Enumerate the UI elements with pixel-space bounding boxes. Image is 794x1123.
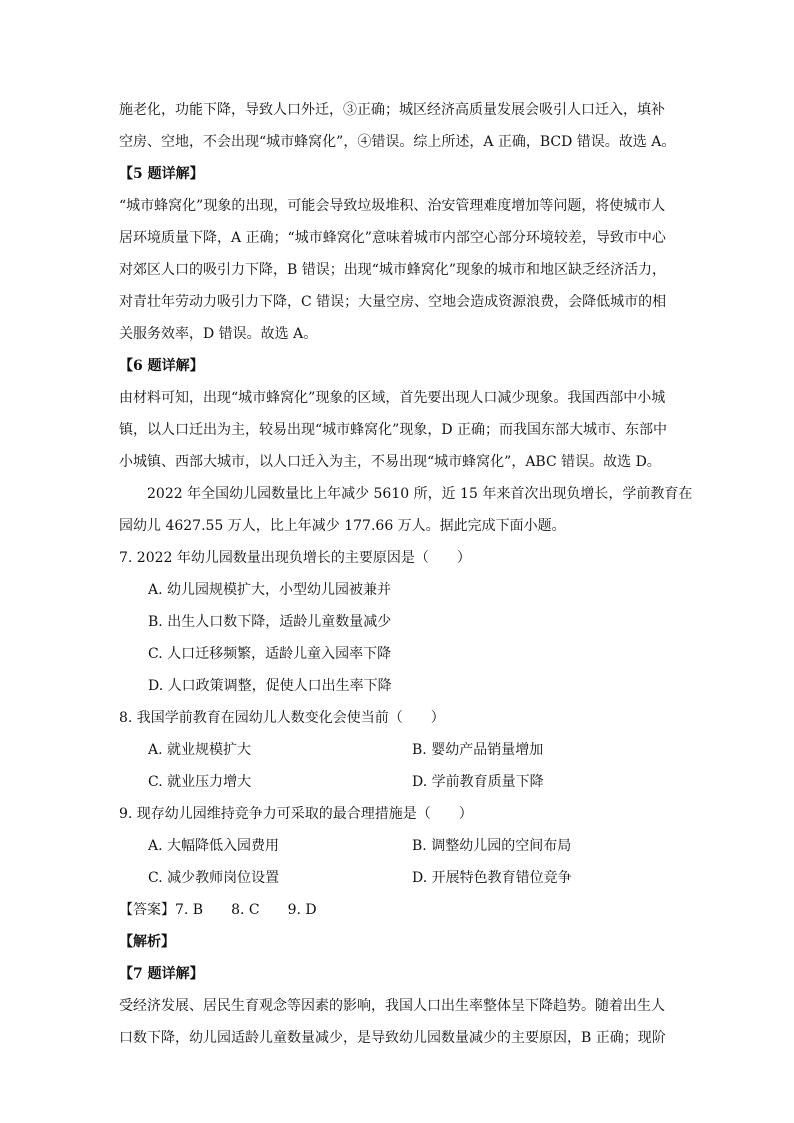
option-c: C. 就业压力增大 bbox=[148, 774, 252, 790]
text-line: 小城镇、西部大城市，以人口迁入为主，不易出现“城市蜂窝化”，ABC 错误。故选 D。 bbox=[119, 454, 661, 470]
option-a: A. 大幅降低入园费用 bbox=[148, 838, 280, 854]
option-d: D. 人口政策调整，促使人口出生率下降 bbox=[148, 678, 392, 694]
text-line: 园幼儿 4627.55 万人，比上年减少 177.66 万人。据此完成下面小题。 bbox=[119, 518, 566, 534]
section-heading: 【5 题详解】 bbox=[119, 166, 204, 182]
text-line: 空房、空地，不会出现“城市蜂窝化”，④错误。综上所述，A 正确，BCD 错误。故选 A。 bbox=[119, 134, 676, 150]
text-line: 由材料可知，出现“城市蜂窝化”现象的区域，首先要出现人口减少现象。我国西部中小城 bbox=[119, 390, 666, 406]
text-line: 施老化，功能下降，导致人口外迁，③正确；城区经济高质量发展会吸引人口迁入，填补 bbox=[119, 102, 665, 118]
answer-line: 【答案】7. B 8. C 9. D bbox=[119, 902, 317, 918]
text-line: “城市蜂窝化”现象的出现，可能会导致垃圾堆积、治安管理难度增加等问题，将使城市人 bbox=[119, 198, 666, 214]
option-d: D. 学前教育质量下降 bbox=[412, 774, 544, 790]
option-c: C. 人口迁移频繁，适龄儿童入园率下降 bbox=[148, 646, 392, 662]
option-a: A. 幼儿园规模扩大，小型幼儿园被兼并 bbox=[148, 582, 392, 598]
question-8: 8. 我国学前教育在园幼儿人数变化会使当前（ ） bbox=[119, 710, 445, 726]
text-line: 受经济发展、居民生育观念等因素的影响，我国人口出生率整体呈下降趋势。随着出生人 bbox=[119, 998, 665, 1014]
option-c: C. 减少教师岗位设置 bbox=[148, 870, 280, 886]
text-line: 居环境质量下降，A 正确；“城市蜂窝化”意味着城市内部空心部分环境较差，导致市中心 bbox=[119, 230, 666, 246]
text-line: 镇，以人口迁出为主，较易出现“城市蜂窝化”现象，D 正确；而我国东部大城市、东部中 bbox=[119, 422, 667, 438]
text-line: 对青壮年劳动力吸引力下降，C 错误；大量空房、空地会造成资源浪费，会降低城市的相 bbox=[119, 294, 667, 310]
option-d: D. 开展特色教育错位竞争 bbox=[412, 870, 572, 886]
option-b: B. 婴幼产品销量增加 bbox=[412, 742, 544, 758]
question-9: 9. 现存幼儿园维持竞争力可采取的最合理措施是（ ） bbox=[119, 806, 473, 822]
option-b: B. 调整幼儿园的空间布局 bbox=[412, 838, 572, 854]
question-7: 7. 2022 年幼儿园数量出现负增长的主要原因是（ ） bbox=[119, 550, 471, 566]
option-b: B. 出生人口数下降，适龄儿童数量减少 bbox=[148, 614, 392, 630]
analysis-heading: 【解析】 bbox=[119, 934, 175, 950]
text-line: 口数下降，幼儿园适龄儿童数量减少，是导致幼儿园数量减少的主要原因，B 正确；现阶 bbox=[119, 1030, 666, 1046]
option-a: A. 就业规模扩大 bbox=[148, 742, 252, 758]
section-heading: 【7 题详解】 bbox=[119, 966, 204, 982]
material-paragraph: 2022 年全国幼儿园数量比上年减少 5610 所，近 15 年来首次出现负增长，学前教育在 bbox=[147, 486, 693, 502]
section-heading: 【6 题详解】 bbox=[119, 358, 204, 374]
text-line: 关服务效率，D 错误。故选 A。 bbox=[119, 326, 318, 342]
text-line: 对郊区人口的吸引力下降，B 错误；出现“城市蜂窝化”现象的城市和地区缺乏经济活力， bbox=[119, 262, 667, 278]
